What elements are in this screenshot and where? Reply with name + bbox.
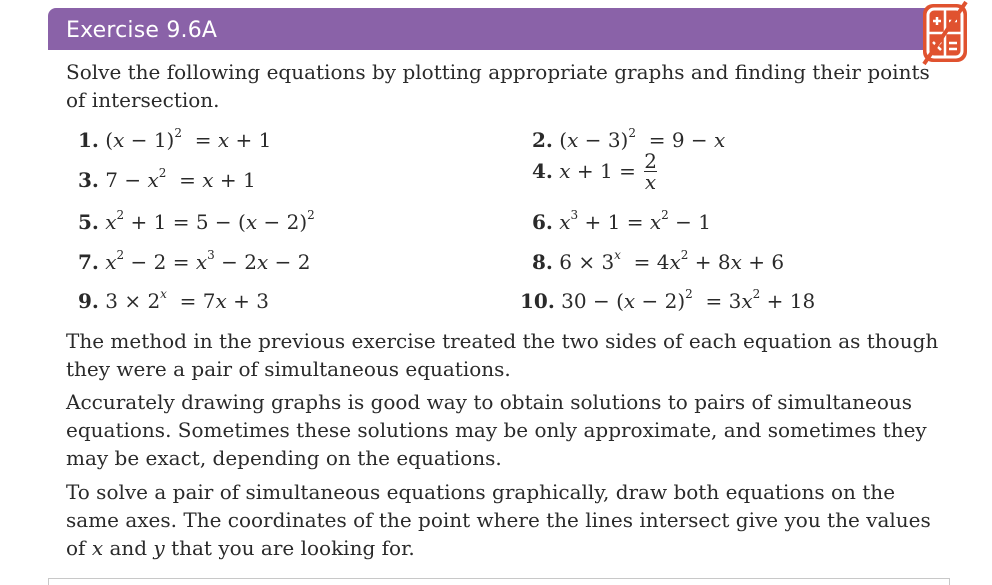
question-number: 9. [78,289,99,313]
explanation-paragraph-1: The method in the previous exercise treated the two sides of each equation as though they were a pair of simultaneous equations. [66,329,939,381]
question-number: 6. [532,210,553,234]
question-2: 2. $(x - 3)^2 = 9 - x$ [532,126,726,152]
question-number: 3. [78,168,99,192]
explanation-paragraph-3: To solve a pair of simultaneous equations graphically, draw both equations on the same axes. The coordinates of the point where the lines intersect give you the values of x and y that you are looking for. [66,480,931,560]
question-3: 3. $7 - x^2 = x + 1$ [78,166,256,192]
question-number: 7. [78,250,99,274]
question-1: 1. $(x - 1)^2 = x + 1$ [78,126,272,152]
explanation-paragraph-2: Accurately drawing graphs is good way to obtain solutions to pairs of simultaneous equations. Sometimes these solutions may be only approximate, and sometimes they may be exact, depending on the equations. [66,390,927,470]
question-9: 9. $3 \times 2^x = 7x + 3$ [78,287,269,313]
question-4: 4. x + 1 = $\frac{2}{x}$ [532,149,657,194]
fraction-2-over-x: $\frac{2}{x}$ [644,149,657,194]
question-number: 10. [520,289,555,313]
question-number: 2. [532,128,553,152]
question-8: 8. $6 \times 3^x = 4x^2 + 8x + 6$ [532,248,785,274]
question-10: 10. $30 - (x - 2)^2 = 3x^2 + 18$ [520,287,816,313]
question-number: 5. [78,210,99,234]
question-number: 1. [78,128,99,152]
exercise-title: Exercise 9.6A [66,18,218,43]
question-6: 6. $x^3 + 1 = x^2 - 1$ [532,208,711,234]
exercise-intro: Solve the following equations by plotting appropriate graphs and finding their points of intersection. [66,60,930,112]
question-number: 8. [532,250,553,274]
question-5: 5. $x^2 + 1 = 5 - (x - 2)^2$ [78,208,315,234]
question-7: 7. $x^2 - 2 = x^3 - 2x - 2$ [78,248,311,274]
exercise-banner [48,8,948,50]
question-number: 4. [532,159,553,183]
